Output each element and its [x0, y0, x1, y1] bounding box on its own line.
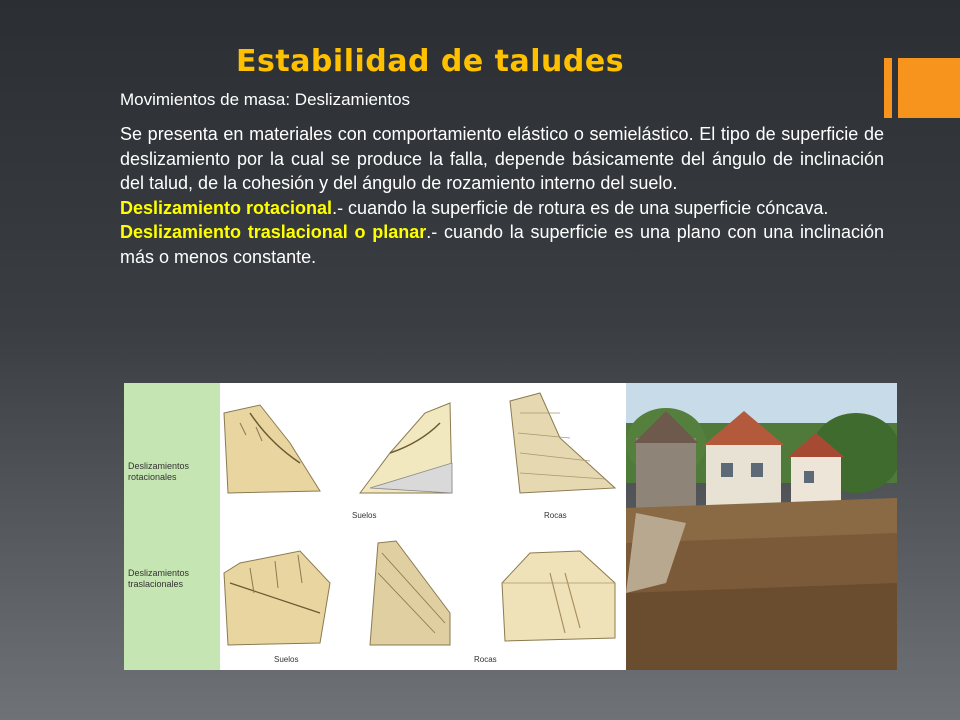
label-rotational	[128, 461, 189, 483]
label-translational	[128, 568, 189, 590]
label-rotational-line2: rotacionales	[128, 472, 177, 482]
label-translational-line2: traslacionales	[128, 579, 184, 589]
definition-rotational: .- cuando la superficie de rotura es de una superficie cóncava.	[332, 197, 829, 218]
caption-soils-top: Suelos	[352, 511, 377, 520]
paragraph-translational	[120, 220, 884, 269]
definition-translational: .- cuando la superficie es una plano con una inclinación más o menos constante.	[120, 222, 884, 267]
slope-sketches	[220, 383, 626, 670]
label-rotational-line1: Deslizamientos	[128, 461, 190, 471]
caption-rocks-top: Rocas	[544, 511, 567, 520]
sketch-translational-soil	[224, 551, 330, 645]
sketch-rotational-rock	[510, 393, 615, 493]
diagram-label-column	[124, 383, 220, 670]
sketch-rotational-soil-2	[360, 403, 452, 493]
sketch-rotational-soil-1	[224, 405, 320, 493]
label-translational-line1: Deslizamientos	[128, 568, 190, 578]
caption-soils-bottom: Suelos	[274, 655, 299, 664]
sketch-translational-rock-1	[370, 541, 450, 645]
slide-body	[120, 122, 884, 270]
accent-bar-thick	[898, 58, 960, 118]
caption-rocks-bottom: Rocas	[474, 655, 497, 664]
landslide-figure	[124, 383, 897, 670]
landslide-photo	[626, 383, 897, 670]
paragraph-rotational	[120, 196, 884, 221]
accent-bars	[884, 58, 960, 118]
slide-subtitle: Movimientos de masa: Deslizamientos	[120, 90, 411, 109]
landslide-diagram	[124, 383, 626, 670]
paragraph-intro: Se presenta en materiales con comportamiento elástico o semielástico. El tipo de superficie de deslizamiento por la cual se produce la falla, depende básicamente del ángulo de inclinación del talud, de la cohesión y del ángulo de rozamiento interno del suelo.	[120, 124, 884, 194]
slide-title: Estabilidad de taludes	[236, 44, 625, 79]
term-translational: Deslizamiento traslacional o planar	[120, 222, 427, 243]
sketch-translational-rock-2	[502, 551, 615, 641]
accent-bar-thin	[884, 58, 892, 118]
term-rotational: Deslizamiento rotacional	[120, 197, 333, 218]
